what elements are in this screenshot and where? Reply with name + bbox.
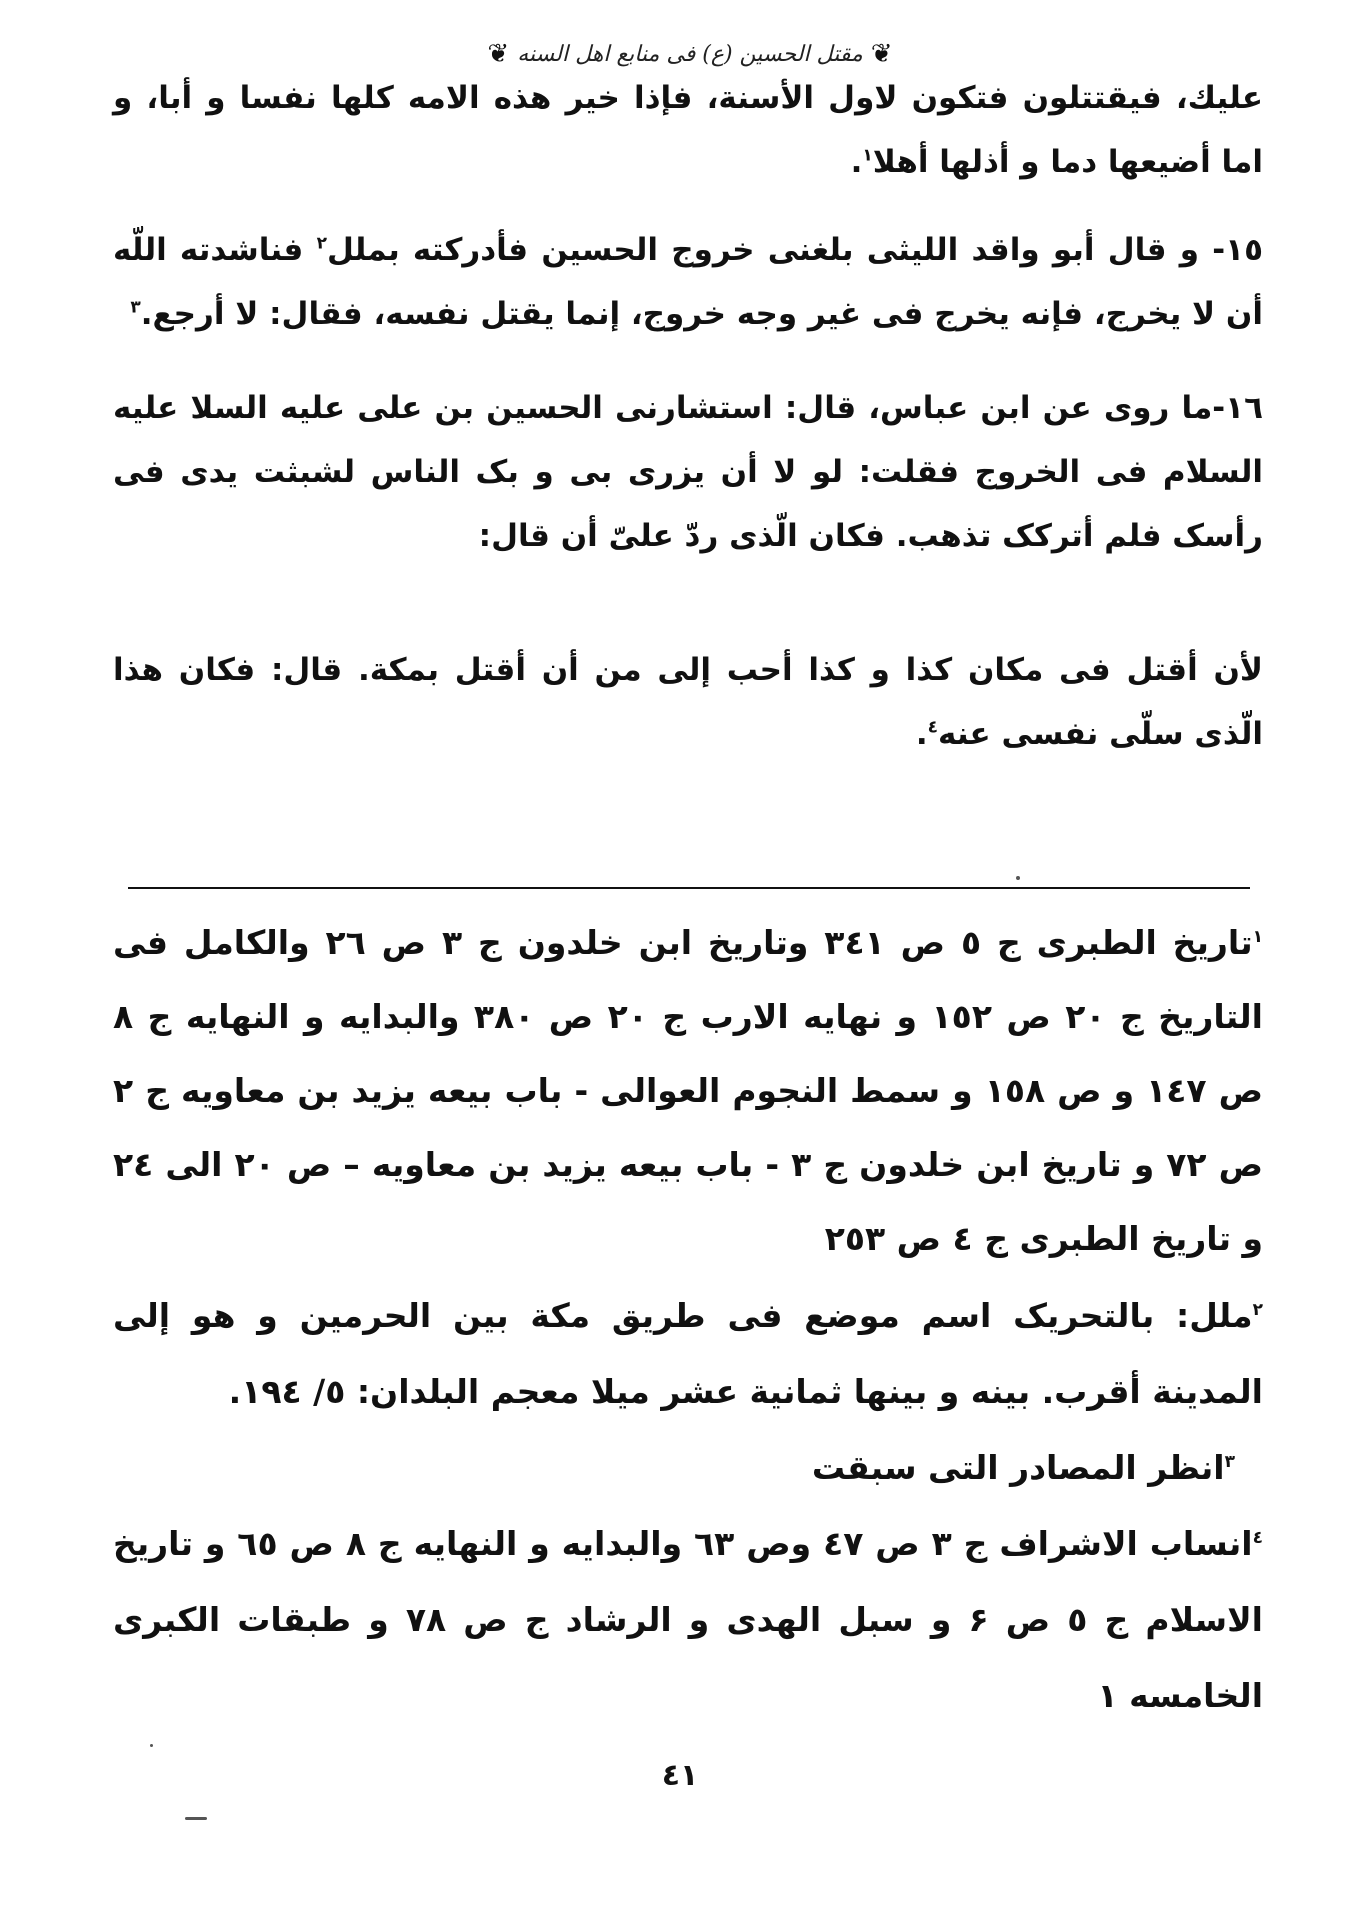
paragraph-2 — [113, 218, 1263, 346]
footnote-2-marker: ٢ — [1252, 1300, 1263, 1320]
paragraph-3-text: ١٦-ما روى عن ابن عباس، قال: استشارنى الحسين بن على عليه السلا عليه السلام فى الخروج فقلت: لو لا أن يزرى بى و بک الناس لشبثت يدى فى رأسک فلم أترکک تذهب. فکان الّذى ردّ علىّ أن قال: — [113, 390, 1263, 554]
paragraph-4-tail: . — [915, 716, 928, 752]
paragraph-1-text: عليك، فيقتتلون فتكون لاول الأسنة، فإذا خير هذه الامه كلها نفسا و أبا، و اما أضيعها دما و أذلها أهلا — [113, 80, 1263, 180]
footnote-4-text: انساب الاشراف ج ٣ ص ٤٧ وص ٦٣ والبدايه و النهايه ج ٨ ص ٦٥ و تاريخ الاسلام ج ٥ ص ۶ و سبل الهدى و الرشاد ج ص ٧٨ و طبقات الكبرى الخامسه ١ — [113, 1524, 1263, 1715]
footnote-2 — [113, 1278, 1263, 1430]
footnote-1-marker: ١ — [1252, 927, 1264, 947]
footnote-2-text: ملل: بالتحريک اسم موضع فى طريق مكة بين الحرمين و هو إلى المدينة أقرب. بينه و بينها ثمانية عشر ميلا معجم البلدان: ٥/ ١٩٤. — [113, 1296, 1263, 1411]
footnote-ref-2: ٢ — [316, 233, 327, 254]
page-number: ٤١ — [661, 1758, 699, 1793]
header-title: مقتل الحسين (ع) فى منابع اهل السنه — [517, 41, 863, 67]
footnote-3-text: انظر المصادر التى سبقت — [811, 1448, 1225, 1487]
footnote-3-marker: ٣ — [1224, 1452, 1235, 1472]
paragraph-3 — [113, 376, 1263, 568]
footnote-4 — [113, 1506, 1263, 1734]
header-ornament-left-icon: ❦ — [487, 39, 510, 69]
footnote-1 — [113, 906, 1263, 1276]
paragraph-1-tail: . — [850, 144, 863, 180]
paragraph-1 — [113, 66, 1263, 194]
paragraph-4 — [113, 638, 1263, 766]
paragraph-4-text: لأن أقتل فى مكان كذا و كذا أحب إلى من أن أقتل بمكة. قال: فكان هذا الّذى سلّى نفسى عنه — [113, 652, 1263, 752]
paragraph-2-text-b: فناشدته اللّه أن لا يخرج، فإنه يخرج فى غير وجه خروج، إنما يقتل نفسه، فقال: لا أرجع. — [113, 232, 1263, 332]
footnote-4-marker: ٤ — [1252, 1528, 1263, 1548]
header-ornament-right-icon: ❦ — [870, 39, 893, 69]
scan-speck — [185, 1817, 207, 1820]
scan-speck — [1016, 876, 1020, 880]
footnote-ref-4: ٤ — [927, 717, 939, 738]
footnote-ref-3: ٣ — [130, 297, 141, 318]
footnote-3 — [113, 1430, 1263, 1506]
footnote-divider — [128, 887, 1250, 889]
footnotes — [113, 906, 1263, 1734]
scan-speck — [150, 1744, 153, 1747]
footnote-1-text: تاريخ الطبرى ج ٥ ص ٣٤١ وتاريخ ابن خلدون ج ٣ ص ٢٦ والكامل فى التاريخ ج ٢٠ ص ١٥٢ و نهايه الارب ج ٢٠ ص ٣٨٠ والبدايه و النهايه ج ٨ ص ١٤٧ و ص ١٥٨ و سمط النجوم العوالى - باب بيعه يزيد بن معاويه ج ٢ ص ٧٢ و تاريخ ابن خلدون ج ٣ - باب بيعه يزيد بن معاويه – ص ٢٠ الى ٢٤ و تاريخ الطبرى ج ٤ ص ٢٥٣ — [113, 923, 1264, 1258]
paragraph-2-text-a: ١٥- و قال أبو واقد الليثى بلغنى خروج الحسين فأدركته بملل — [326, 232, 1263, 268]
footnote-ref-1: ١ — [862, 145, 873, 166]
